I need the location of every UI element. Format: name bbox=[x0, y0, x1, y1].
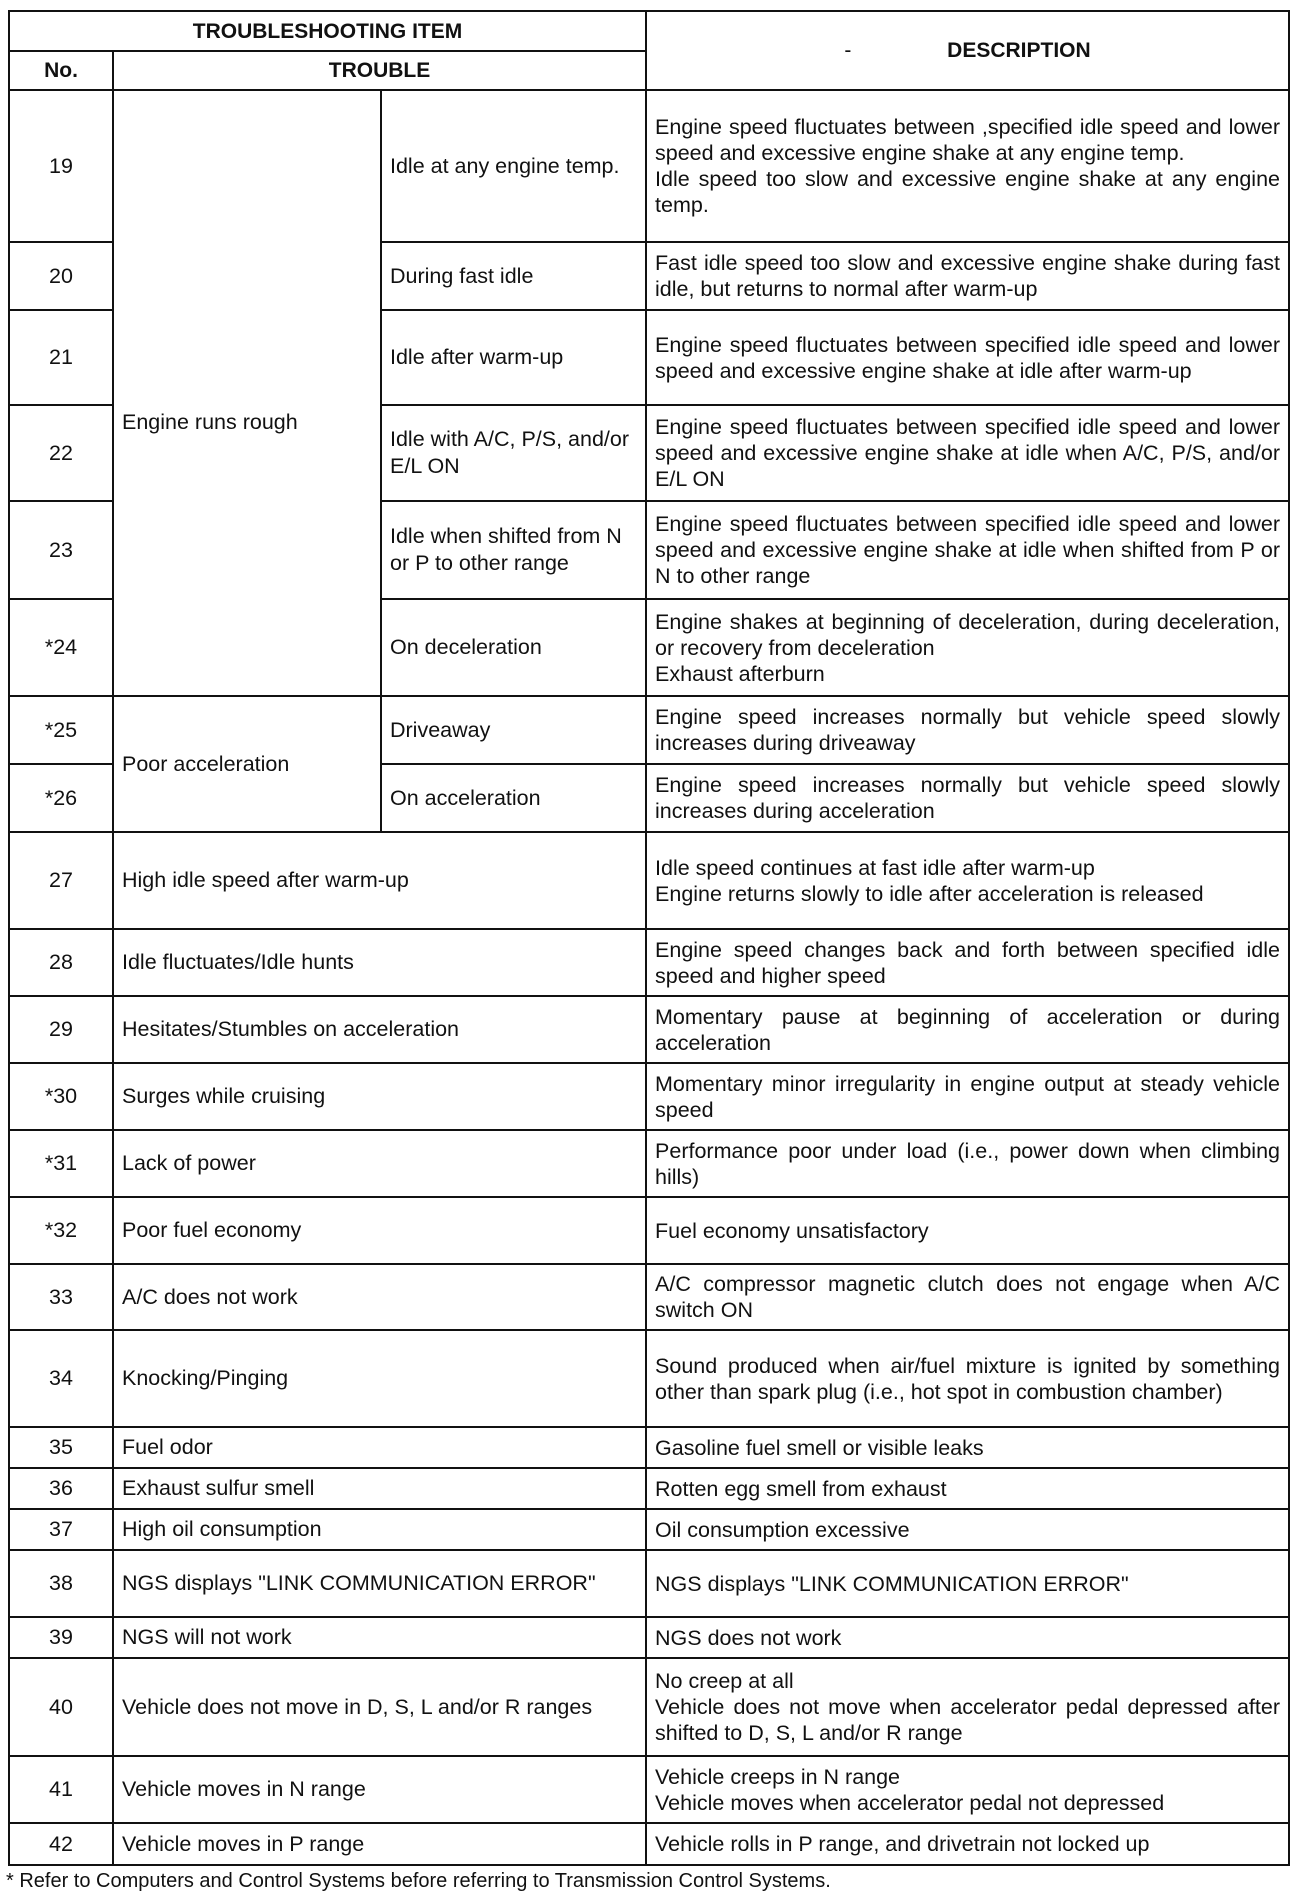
description-line: Engine speed fluctuates between specified idle speed and lower speed and excessive engine shake at idle when A/C, P/S, and/or E/L ON bbox=[655, 415, 1280, 491]
footnote: * Refer to Computers and Control Systems before referring to Transmission Control Systems. bbox=[6, 1870, 831, 1892]
table-row bbox=[9, 1658, 1289, 1756]
table-row bbox=[9, 1264, 1289, 1330]
description bbox=[646, 405, 1289, 501]
row-number: *24 bbox=[9, 599, 113, 696]
description-line: Vehicle rolls in P range, and drivetrain not locked up bbox=[655, 1832, 1150, 1856]
trouble: A/C does not work bbox=[113, 1264, 646, 1330]
trouble-group: Poor acceleration bbox=[113, 696, 381, 832]
trouble: Vehicle moves in N range bbox=[113, 1756, 646, 1823]
trouble: Vehicle moves in P range bbox=[113, 1823, 646, 1865]
description-line: Momentary minor irregularity in engine output at steady vehicle speed bbox=[655, 1071, 1280, 1122]
table-row bbox=[9, 1509, 1289, 1550]
description-line: Gasoline fuel smell or visible leaks bbox=[655, 1435, 984, 1460]
description bbox=[646, 1468, 1289, 1509]
description-line: Oil consumption excessive bbox=[655, 1517, 910, 1542]
row-number: *32 bbox=[9, 1197, 113, 1264]
description-line: Vehicle creeps in N range bbox=[655, 1764, 901, 1789]
table-row bbox=[9, 1823, 1289, 1865]
description-line: NGS does not work bbox=[655, 1625, 842, 1650]
description bbox=[646, 1197, 1289, 1264]
trouble: NGS will not work bbox=[113, 1617, 646, 1658]
description-line: NGS displays "LINK COMMUNICATION ERROR" bbox=[655, 1571, 1129, 1596]
table-row bbox=[9, 1617, 1289, 1658]
description bbox=[646, 1130, 1289, 1197]
description bbox=[646, 1550, 1289, 1617]
description bbox=[646, 1063, 1289, 1130]
trouble: Surges while cruising bbox=[113, 1063, 646, 1130]
trouble: NGS displays "LINK COMMUNICATION ERROR" bbox=[113, 1550, 646, 1617]
description-line: Engine speed fluctuates between specified idle speed and lower speed and excessive engine shake at idle after warm-up bbox=[655, 332, 1280, 383]
description-line: Engine returns slowly to idle after acceleration is released bbox=[655, 881, 1204, 906]
table-row bbox=[9, 1330, 1289, 1427]
description bbox=[646, 599, 1289, 696]
table-row bbox=[9, 1756, 1289, 1823]
row-number: 20 bbox=[9, 242, 113, 310]
trouble-condition: Idle at any engine temp. bbox=[381, 90, 646, 242]
description bbox=[646, 1509, 1289, 1550]
description bbox=[646, 764, 1289, 832]
trouble-condition: Idle after warm-up bbox=[381, 310, 646, 405]
row-number: 19 bbox=[9, 90, 113, 242]
row-number: 41 bbox=[9, 1756, 113, 1823]
trouble: Fuel odor bbox=[113, 1427, 646, 1468]
row-number: *31 bbox=[9, 1130, 113, 1197]
table-row bbox=[9, 696, 1289, 764]
trouble-condition: On acceleration bbox=[381, 764, 646, 832]
row-number: 35 bbox=[9, 1427, 113, 1468]
description bbox=[646, 996, 1289, 1063]
trouble-condition: Idle when shifted from N or P to other range bbox=[381, 501, 646, 599]
trouble-group: Engine runs rough bbox=[113, 90, 381, 696]
header-description: - DESCRIPTION bbox=[646, 11, 1289, 90]
trouble: Knocking/Pinging bbox=[113, 1330, 646, 1427]
header-troubleshooting-item: TROUBLESHOOTING ITEM bbox=[9, 11, 646, 51]
description bbox=[646, 90, 1289, 242]
description-line: Rotten egg smell from exhaust bbox=[655, 1476, 947, 1501]
description-line: Engine speed increases normally but vehicle speed slowly increases during driveaway bbox=[655, 705, 1280, 755]
description bbox=[646, 832, 1289, 929]
row-number: 37 bbox=[9, 1509, 113, 1550]
row-number: 39 bbox=[9, 1617, 113, 1658]
row-number: 38 bbox=[9, 1550, 113, 1617]
table-row bbox=[9, 1427, 1289, 1468]
trouble: High idle speed after warm-up bbox=[113, 832, 646, 929]
header-no: No. bbox=[9, 51, 113, 90]
description-line: Momentary pause at beginning of acceleration or during acceleration bbox=[655, 1004, 1280, 1055]
description bbox=[646, 1330, 1289, 1427]
description-line: Engine speed fluctuates between ,specified idle speed and lower speed and excessive engine shake at any engine temp. bbox=[655, 115, 1280, 165]
description-line: Engine speed increases normally but vehicle speed slowly increases during acceleration bbox=[655, 773, 1280, 823]
description bbox=[646, 1427, 1289, 1468]
table-row bbox=[9, 1130, 1289, 1197]
row-number: *25 bbox=[9, 696, 113, 764]
row-number: 23 bbox=[9, 501, 113, 599]
description-line: Fuel economy unsatisfactory bbox=[655, 1218, 929, 1243]
stray-mark: - bbox=[844, 39, 852, 62]
description-line: Engine speed fluctuates between specified idle speed and lower speed and excessive engine shake at idle when shifted from P or N to other range bbox=[655, 512, 1280, 588]
header-trouble: TROUBLE bbox=[113, 51, 646, 90]
row-number: 27 bbox=[9, 832, 113, 929]
row-number: *26 bbox=[9, 764, 113, 832]
description-line: Engine shakes at beginning of deceleration, during deceleration, or recovery from deceleration bbox=[655, 609, 1280, 660]
description-line: Vehicle moves when accelerator pedal not depressed bbox=[655, 1790, 1165, 1815]
description-line: Idle speed too slow and excessive engine shake at any engine temp. bbox=[655, 167, 1280, 217]
description bbox=[646, 1658, 1289, 1756]
description bbox=[646, 242, 1289, 310]
table-row bbox=[9, 996, 1289, 1063]
description bbox=[646, 1617, 1289, 1658]
description-line: Exhaust afterburn bbox=[655, 661, 825, 686]
trouble-condition: During fast idle bbox=[381, 242, 646, 310]
trouble: Hesitates/Stumbles on acceleration bbox=[113, 996, 646, 1063]
description bbox=[646, 696, 1289, 764]
troubleshooting-table bbox=[8, 10, 1290, 1866]
description bbox=[646, 310, 1289, 405]
row-number: *30 bbox=[9, 1063, 113, 1130]
table-row bbox=[9, 832, 1289, 929]
description-line: No creep at all bbox=[655, 1669, 794, 1693]
trouble: Exhaust sulfur smell bbox=[113, 1468, 646, 1509]
description bbox=[646, 1756, 1289, 1823]
trouble: Poor fuel economy bbox=[113, 1197, 646, 1264]
row-number: 33 bbox=[9, 1264, 113, 1330]
row-number: 40 bbox=[9, 1658, 113, 1756]
description bbox=[646, 929, 1289, 996]
description bbox=[646, 501, 1289, 599]
table-row bbox=[9, 1468, 1289, 1509]
description-line: Performance poor under load (i.e., power down when climbing hills) bbox=[655, 1138, 1280, 1189]
table-row bbox=[9, 929, 1289, 996]
table-row bbox=[9, 1063, 1289, 1130]
table-row bbox=[9, 90, 1289, 242]
row-number: 29 bbox=[9, 996, 113, 1063]
trouble: Lack of power bbox=[113, 1130, 646, 1197]
row-number: 28 bbox=[9, 929, 113, 996]
description bbox=[646, 1264, 1289, 1330]
trouble-condition: On deceleration bbox=[381, 599, 646, 696]
description-line: A/C compressor magnetic clutch does not engage when A/C switch ON bbox=[655, 1272, 1280, 1322]
trouble-condition: Idle with A/C, P/S, and/or E/L ON bbox=[381, 405, 646, 501]
trouble-condition: Driveaway bbox=[381, 696, 646, 764]
trouble: High oil consumption bbox=[113, 1509, 646, 1550]
description-line: Idle speed continues at fast idle after warm-up bbox=[655, 855, 1095, 880]
description-line: Engine speed changes back and forth between specified idle speed and higher speed bbox=[655, 937, 1280, 988]
row-number: 42 bbox=[9, 1823, 113, 1865]
description-line: Sound produced when air/fuel mixture is ignited by something other than spark plug (i.e., hot spot in combustion chamber) bbox=[655, 1353, 1280, 1404]
table-row bbox=[9, 1197, 1289, 1264]
row-number: 34 bbox=[9, 1330, 113, 1427]
row-number: 22 bbox=[9, 405, 113, 501]
row-number: 36 bbox=[9, 1468, 113, 1509]
description bbox=[646, 1823, 1289, 1865]
description-line: Vehicle does not move when accelerator pedal depressed after shifted to D, S, L and/or R range bbox=[655, 1695, 1280, 1745]
table-row bbox=[9, 1550, 1289, 1617]
description-line: Fast idle speed too slow and excessive engine shake during fast idle, but returns to normal after warm-up bbox=[655, 251, 1280, 301]
row-number: 21 bbox=[9, 310, 113, 405]
trouble: Idle fluctuates/Idle hunts bbox=[113, 929, 646, 996]
trouble: Vehicle does not move in D, S, L and/or R ranges bbox=[113, 1658, 646, 1756]
